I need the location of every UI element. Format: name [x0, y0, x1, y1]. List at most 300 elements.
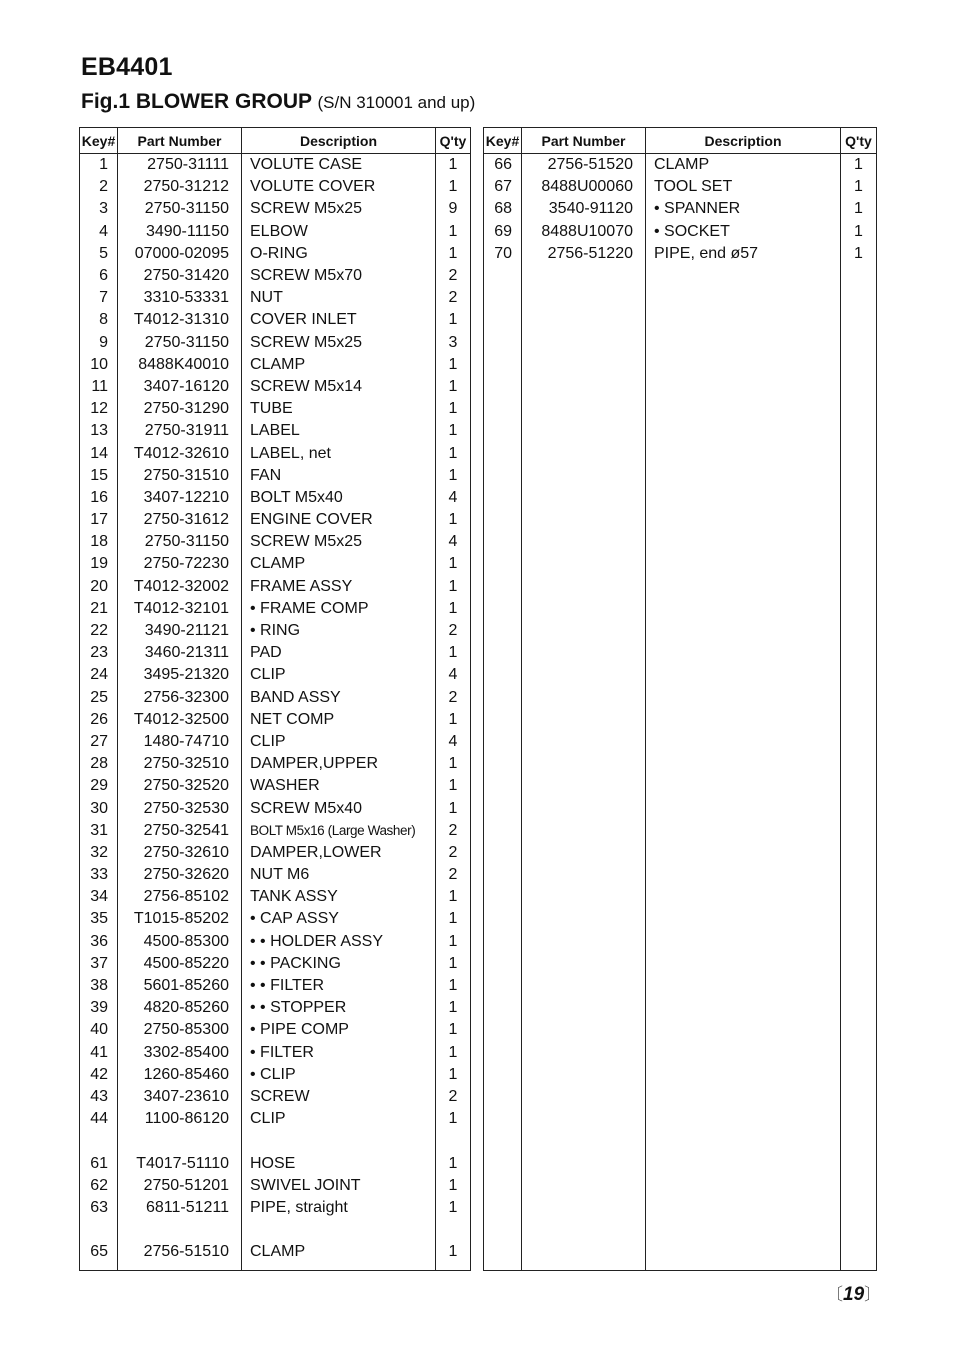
part-number-cell: 3495-21320 [118, 664, 242, 686]
description-cell: FRAME ASSY [242, 576, 436, 598]
table-row [80, 864, 471, 886]
qty-cell [436, 1130, 471, 1152]
description-cell: ENGINE COVER [242, 509, 436, 531]
qty-cell: 1 [436, 1108, 471, 1130]
key-cell: 38 [80, 975, 118, 997]
qty-cell: 2 [436, 864, 471, 886]
qty-cell: 4 [436, 731, 471, 753]
description-cell: SCREW M5x14 [242, 376, 436, 398]
qty-cell: 1 [436, 576, 471, 598]
qty-cell: 1 [436, 1152, 471, 1174]
key-cell: 35 [80, 908, 118, 930]
key-cell: 19 [80, 553, 118, 575]
table-row [80, 1197, 471, 1219]
figure-subtitle: (S/N 310001 and up) [317, 93, 476, 112]
key-cell: 25 [80, 687, 118, 709]
key-cell: 7 [80, 287, 118, 309]
page-bracket-left: 〔 [826, 1285, 843, 1304]
table-row [80, 642, 471, 664]
description-cell: TOOL SET [646, 176, 841, 198]
description-cell: • PIPE COMP [242, 1019, 436, 1041]
header-description: Description [242, 128, 436, 154]
description-cell: BOLT M5x16 (Large Washer) [242, 820, 436, 842]
qty-cell: 4 [436, 487, 471, 509]
part-number-cell: 2750-51201 [118, 1175, 242, 1197]
key-cell: 67 [484, 176, 522, 198]
table-row [484, 243, 877, 265]
qty-cell: 9 [436, 198, 471, 220]
qty-cell: 4 [436, 531, 471, 553]
part-number-cell: 2750-31911 [118, 420, 242, 442]
part-number-cell: T4012-32500 [118, 709, 242, 731]
part-number-cell: 4820-85260 [118, 997, 242, 1019]
table-row [80, 1241, 471, 1263]
table-row [80, 1152, 471, 1174]
description-cell: • FRAME COMP [242, 598, 436, 620]
qty-cell: 1 [436, 221, 471, 243]
part-number-cell: 2750-72230 [118, 553, 242, 575]
part-number-cell: 3302-85400 [118, 1042, 242, 1064]
part-number-cell [118, 1130, 242, 1152]
part-number-cell: 2750-85300 [118, 1019, 242, 1041]
qty-cell: 1 [436, 398, 471, 420]
key-cell: 44 [80, 1108, 118, 1130]
table-row [80, 709, 471, 731]
description-cell: • RING [242, 620, 436, 642]
table-row [80, 1108, 471, 1130]
key-cell: 37 [80, 953, 118, 975]
table-row [80, 1064, 471, 1086]
part-number-cell: 3540-91120 [522, 198, 646, 220]
part-number-cell: 4500-85220 [118, 953, 242, 975]
part-number-cell: 2750-32620 [118, 864, 242, 886]
qty-cell: 4 [436, 664, 471, 686]
key-cell: 27 [80, 731, 118, 753]
qty-cell: 1 [436, 376, 471, 398]
part-number-cell: T4012-32610 [118, 442, 242, 464]
key-cell: 41 [80, 1042, 118, 1064]
description-cell: DAMPER,LOWER [242, 842, 436, 864]
key-cell: 66 [484, 154, 522, 177]
table-row [80, 287, 471, 309]
qty-cell: 1 [841, 176, 877, 198]
key-cell: 43 [80, 1086, 118, 1108]
model-title: EB4401 [81, 53, 173, 81]
description-cell: • CAP ASSY [242, 908, 436, 930]
qty-cell: 1 [436, 931, 471, 953]
table-header [80, 128, 471, 154]
key-cell: 62 [80, 1175, 118, 1197]
part-number-cell: 2750-32541 [118, 820, 242, 842]
table-row [80, 376, 471, 398]
key-cell [80, 1219, 118, 1241]
part-number-cell: 3310-53331 [118, 287, 242, 309]
empty-cell [646, 265, 841, 1271]
table-row [80, 487, 471, 509]
description-cell: • • PACKING [242, 953, 436, 975]
header-description: Description [646, 128, 841, 154]
qty-cell: 1 [436, 997, 471, 1019]
table-row [80, 398, 471, 420]
table-row [80, 1219, 471, 1241]
qty-cell: 2 [436, 842, 471, 864]
table-row [80, 309, 471, 331]
header-part-number: Part Number [118, 128, 242, 154]
part-number-cell: 2756-32300 [118, 687, 242, 709]
key-cell: 10 [80, 354, 118, 376]
table-row [484, 198, 877, 220]
description-cell: • SPANNER [646, 198, 841, 220]
key-cell: 9 [80, 332, 118, 354]
qty-cell: 1 [436, 797, 471, 819]
qty-cell: 2 [436, 687, 471, 709]
table-row [80, 820, 471, 842]
qty-cell: 2 [436, 287, 471, 309]
qty-cell: 1 [436, 598, 471, 620]
key-cell: 63 [80, 1197, 118, 1219]
part-number-cell: 6811-51211 [118, 1197, 242, 1219]
part-number-cell: 2750-32530 [118, 797, 242, 819]
qty-cell: 2 [436, 1086, 471, 1108]
key-cell: 70 [484, 243, 522, 265]
key-cell: 1 [80, 154, 118, 177]
description-cell: • FILTER [242, 1042, 436, 1064]
table-row [80, 908, 471, 930]
qty-cell: 1 [436, 1042, 471, 1064]
empty-cell [841, 265, 877, 1271]
empty-cell [242, 1263, 436, 1270]
qty-cell: 1 [841, 221, 877, 243]
table-row [80, 1086, 471, 1108]
qty-cell: 1 [436, 309, 471, 331]
qty-cell: 1 [436, 509, 471, 531]
table-row [80, 775, 471, 797]
description-cell: • SOCKET [646, 221, 841, 243]
qty-cell: 1 [436, 775, 471, 797]
part-number-cell: 4500-85300 [118, 931, 242, 953]
qty-cell: 1 [436, 243, 471, 265]
description-cell: CLIP [242, 664, 436, 686]
part-number-cell: 2750-31150 [118, 332, 242, 354]
part-number-cell: 2756-51220 [522, 243, 646, 265]
description-cell: CLIP [242, 1108, 436, 1130]
table-row [80, 221, 471, 243]
empty-cell [80, 1263, 118, 1270]
table-filler [80, 1263, 471, 1270]
description-cell [242, 1219, 436, 1241]
description-cell: SCREW M5x25 [242, 198, 436, 220]
page-bracket-right: 〕 [864, 1285, 882, 1304]
description-cell: VOLUTE COVER [242, 176, 436, 198]
page-number [826, 1280, 881, 1306]
description-cell: BOLT M5x40 [242, 487, 436, 509]
part-number-cell: 2750-31290 [118, 398, 242, 420]
description-cell: LABEL, net [242, 442, 436, 464]
key-cell: 39 [80, 997, 118, 1019]
parts-table-right [483, 127, 877, 1271]
key-cell: 42 [80, 1064, 118, 1086]
table-row [80, 1042, 471, 1064]
description-cell: SCREW [242, 1086, 436, 1108]
description-cell: NUT M6 [242, 864, 436, 886]
qty-cell: 2 [436, 820, 471, 842]
description-cell: LABEL [242, 420, 436, 442]
key-cell: 61 [80, 1152, 118, 1174]
header-qty: Q'ty [436, 128, 471, 154]
qty-cell: 1 [436, 1197, 471, 1219]
key-cell: 30 [80, 797, 118, 819]
key-cell: 11 [80, 376, 118, 398]
table-header [484, 128, 877, 154]
key-cell: 65 [80, 1241, 118, 1263]
key-cell: 17 [80, 509, 118, 531]
part-number-cell: 2750-31150 [118, 198, 242, 220]
key-cell: 15 [80, 465, 118, 487]
part-number-cell: 3407-16120 [118, 376, 242, 398]
figure-title [81, 90, 475, 114]
part-number-cell: 2750-32520 [118, 775, 242, 797]
qty-cell [436, 1219, 471, 1241]
table-row [80, 1130, 471, 1152]
part-number-cell: 2756-51520 [522, 154, 646, 177]
description-cell: NUT [242, 287, 436, 309]
qty-cell: 2 [436, 265, 471, 287]
table-row [80, 354, 471, 376]
key-cell: 34 [80, 886, 118, 908]
qty-cell: 1 [436, 908, 471, 930]
key-cell: 5 [80, 243, 118, 265]
part-number-cell: 5601-85260 [118, 975, 242, 997]
description-cell: SCREW M5x25 [242, 332, 436, 354]
table-row [80, 886, 471, 908]
parts-table-left [79, 127, 471, 1271]
description-cell: CLAMP [242, 553, 436, 575]
empty-cell [436, 1263, 471, 1270]
description-cell: WASHER [242, 775, 436, 797]
key-cell: 18 [80, 531, 118, 553]
part-number-cell: 2750-31420 [118, 265, 242, 287]
part-number-cell: 3490-11150 [118, 221, 242, 243]
qty-cell: 1 [841, 243, 877, 265]
header-key: Key# [80, 128, 118, 154]
header-part-number: Part Number [522, 128, 646, 154]
header-qty: Q'ty [841, 128, 877, 154]
description-cell: CLAMP [242, 1241, 436, 1263]
table-row [80, 664, 471, 686]
table-row [80, 1019, 471, 1041]
part-number-cell: 8488U10070 [522, 221, 646, 243]
part-number-cell: 2750-31612 [118, 509, 242, 531]
empty-cell [118, 1263, 242, 1270]
table-row [80, 553, 471, 575]
part-number-cell: T4012-32002 [118, 576, 242, 598]
key-cell: 2 [80, 176, 118, 198]
qty-cell: 1 [436, 1241, 471, 1263]
description-cell: PIPE, straight [242, 1197, 436, 1219]
part-number-cell: 3460-21311 [118, 642, 242, 664]
part-number-cell: 8488K40010 [118, 354, 242, 376]
part-number-cell: 2750-31150 [118, 531, 242, 553]
table-row [80, 1175, 471, 1197]
key-cell: 12 [80, 398, 118, 420]
qty-cell: 1 [436, 709, 471, 731]
description-cell: • • FILTER [242, 975, 436, 997]
figure-name: Fig.1 BLOWER GROUP [81, 90, 312, 113]
key-cell: 20 [80, 576, 118, 598]
table-row [484, 154, 877, 177]
table-row [80, 576, 471, 598]
key-cell: 40 [80, 1019, 118, 1041]
table-row [484, 221, 877, 243]
part-number-cell: 2756-85102 [118, 886, 242, 908]
qty-cell: 1 [436, 753, 471, 775]
key-cell: 4 [80, 221, 118, 243]
table-row [80, 465, 471, 487]
key-cell: 36 [80, 931, 118, 953]
qty-cell: 1 [436, 1019, 471, 1041]
description-cell: PAD [242, 642, 436, 664]
qty-cell: 1 [841, 198, 877, 220]
description-cell: TUBE [242, 398, 436, 420]
table-row [80, 531, 471, 553]
part-number-cell: T4012-32101 [118, 598, 242, 620]
part-number-cell: T4012-31310 [118, 309, 242, 331]
description-cell: SCREW M5x40 [242, 797, 436, 819]
part-number-cell: 2750-32510 [118, 753, 242, 775]
part-number-cell: T1015-85202 [118, 908, 242, 930]
description-cell: TANK ASSY [242, 886, 436, 908]
table-row [80, 931, 471, 953]
table-row [80, 442, 471, 464]
table-row [80, 154, 471, 177]
part-number-cell: 1100-86120 [118, 1108, 242, 1130]
description-cell: HOSE [242, 1152, 436, 1174]
description-cell: PIPE, end ø57 [646, 243, 841, 265]
qty-cell: 1 [436, 1175, 471, 1197]
table-row [80, 198, 471, 220]
part-number-cell: 2756-51510 [118, 1241, 242, 1263]
qty-cell: 1 [436, 176, 471, 198]
key-cell [80, 1130, 118, 1152]
table-filler [484, 265, 877, 1271]
table-row [80, 953, 471, 975]
description-cell: CLAMP [646, 154, 841, 177]
qty-cell: 1 [436, 975, 471, 997]
table-row [80, 797, 471, 819]
description-cell: SCREW M5x25 [242, 531, 436, 553]
key-cell: 24 [80, 664, 118, 686]
description-cell: COVER INLET [242, 309, 436, 331]
table-row [80, 598, 471, 620]
key-cell: 29 [80, 775, 118, 797]
part-number-cell: 1260-85460 [118, 1064, 242, 1086]
empty-cell [484, 265, 522, 1271]
table-row [80, 842, 471, 864]
part-number-cell: 2750-31111 [118, 154, 242, 177]
description-cell: VOLUTE CASE [242, 154, 436, 177]
table-row [80, 753, 471, 775]
qty-cell: 1 [436, 642, 471, 664]
qty-cell: 1 [841, 154, 877, 177]
description-cell: O-RING [242, 243, 436, 265]
table-row [80, 420, 471, 442]
qty-cell: 1 [436, 886, 471, 908]
table-row [80, 332, 471, 354]
key-cell: 31 [80, 820, 118, 842]
part-number-cell: 3490-21121 [118, 620, 242, 642]
table-row [80, 975, 471, 997]
table-row [484, 176, 877, 198]
part-number-cell: 1480-74710 [118, 731, 242, 753]
table-row [80, 509, 471, 531]
qty-cell: 1 [436, 354, 471, 376]
description-cell [242, 1130, 436, 1152]
part-number-cell: 07000-02095 [118, 243, 242, 265]
part-number-cell: 2750-32610 [118, 842, 242, 864]
part-number-cell: 2750-31510 [118, 465, 242, 487]
qty-cell: 1 [436, 953, 471, 975]
part-number-cell: 2750-31212 [118, 176, 242, 198]
qty-cell: 1 [436, 1064, 471, 1086]
key-cell: 6 [80, 265, 118, 287]
table-row [80, 176, 471, 198]
key-cell: 8 [80, 309, 118, 331]
part-number-cell: 3407-23610 [118, 1086, 242, 1108]
key-cell: 3 [80, 198, 118, 220]
qty-cell: 1 [436, 154, 471, 177]
key-cell: 33 [80, 864, 118, 886]
part-number-cell: 3407-12210 [118, 487, 242, 509]
qty-cell: 1 [436, 553, 471, 575]
qty-cell: 3 [436, 332, 471, 354]
key-cell: 26 [80, 709, 118, 731]
table-row [80, 687, 471, 709]
description-cell: CLAMP [242, 354, 436, 376]
description-cell: • • STOPPER [242, 997, 436, 1019]
key-cell: 16 [80, 487, 118, 509]
part-number-cell [118, 1219, 242, 1241]
key-cell: 13 [80, 420, 118, 442]
table-row [80, 997, 471, 1019]
key-cell: 68 [484, 198, 522, 220]
key-cell: 69 [484, 221, 522, 243]
part-number-cell: 8488U00060 [522, 176, 646, 198]
qty-cell: 1 [436, 442, 471, 464]
description-cell: FAN [242, 465, 436, 487]
qty-cell: 2 [436, 620, 471, 642]
table-row [80, 620, 471, 642]
table-row [80, 265, 471, 287]
description-cell: • • HOLDER ASSY [242, 931, 436, 953]
qty-cell: 1 [436, 465, 471, 487]
description-cell: CLIP [242, 731, 436, 753]
table-row [80, 731, 471, 753]
key-cell: 32 [80, 842, 118, 864]
description-cell: SCREW M5x70 [242, 265, 436, 287]
header-key: Key# [484, 128, 522, 154]
page-number-value: 19 [843, 1284, 865, 1305]
key-cell: 22 [80, 620, 118, 642]
key-cell: 21 [80, 598, 118, 620]
key-cell: 28 [80, 753, 118, 775]
table-row [80, 243, 471, 265]
description-cell: ELBOW [242, 221, 436, 243]
key-cell: 14 [80, 442, 118, 464]
description-cell: NET COMP [242, 709, 436, 731]
description-cell: SWIVEL JOINT [242, 1175, 436, 1197]
description-cell: BAND ASSY [242, 687, 436, 709]
key-cell: 23 [80, 642, 118, 664]
